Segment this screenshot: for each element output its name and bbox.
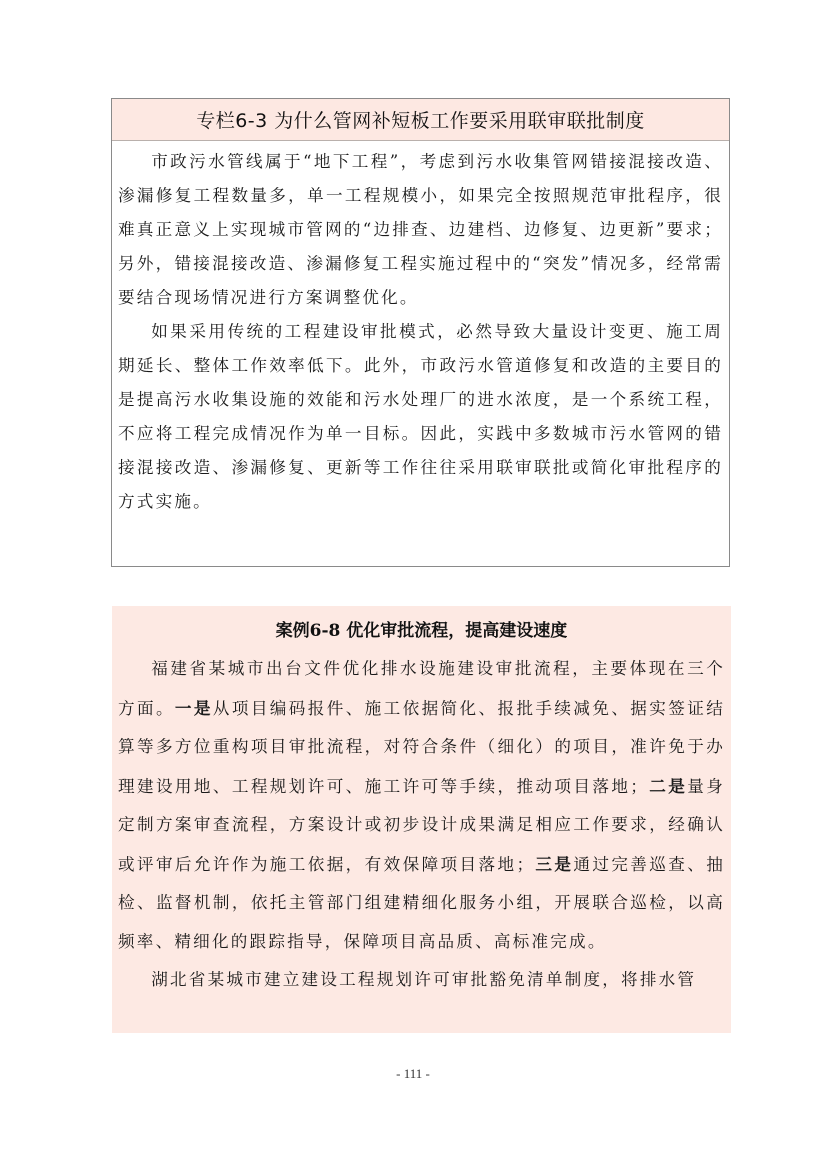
case-paragraph: 湖北省某城市建立建设工程规划许可审批豁免清单制度，将排水管: [151, 970, 697, 989]
point-label: 二是: [649, 775, 688, 796]
case-box: [112, 606, 731, 1033]
sidebar-title: 专栏6-3 为什么管网补短板工作要采用联审联批制度: [112, 99, 729, 141]
sidebar-box: [111, 98, 730, 567]
sidebar-body: [112, 141, 729, 519]
point-label: 一是: [174, 697, 213, 718]
point-label: 三是: [535, 853, 574, 874]
case-title: 案例6-8 优化审批流程，提高建设速度: [275, 621, 568, 641]
case-intro: 福建省某城市出台文件优化排水设施建设审批流程，主要体现在三个方面。: [118, 659, 725, 718]
page-number: - 111 -: [396, 1066, 430, 1081]
case-paragraph: [118, 650, 725, 961]
point-text: 量身定制方案审查流程，方案设计或初步设计成果满足相应工作要求，经确认或评审后允许作为施工依据，有效保障项目落地；: [118, 776, 726, 874]
point-text: 通过完善巡查、抽检、监督机制，依托主管部门组建精细化服务小组，开展联合巡检，以高频率、精细化的跟踪指导，保障项目高品质、高标准完成。: [118, 854, 725, 951]
point-text: 从项目编码报件、施工依据简化、报批手续减免、据实签证结算等多方位重构项目审批流程，对符合条件（细化）的项目，准许免于办理建设用地、工程规划许可、施工许可等手续，推动项目落地；: [118, 698, 725, 796]
sidebar-paragraph: 如果采用传统的工程建设审批模式，必然导致大量设计变更、施工周期延长、整体工作效率低下。此外，市政污水管道修复和改造的主要目的是提高污水收集设施的效能和污水处理厂的进水浓度，是一个系统工程，不应将工程完成情况作为单一目标。因此，实践中多数城市污水管网的错接混接改造、渗漏修复、更新等工作往往采用联审联批或简化审批程序的方式实施。: [118, 322, 723, 511]
sidebar-paragraph: 市政污水管线属于“地下工程”，考虑到污水收集管网错接混接改造、渗漏修复工程数量多，单一工程规模小，如果完全按照规范审批程序，很难真正意义上实现城市管网的“边排查、边建档、边修复、边更新”要求；另外，错接混接改造、渗漏修复工程实施过程中的“突发”情况多，经常需要结合现场情况进行方案调整优化。: [118, 152, 723, 307]
